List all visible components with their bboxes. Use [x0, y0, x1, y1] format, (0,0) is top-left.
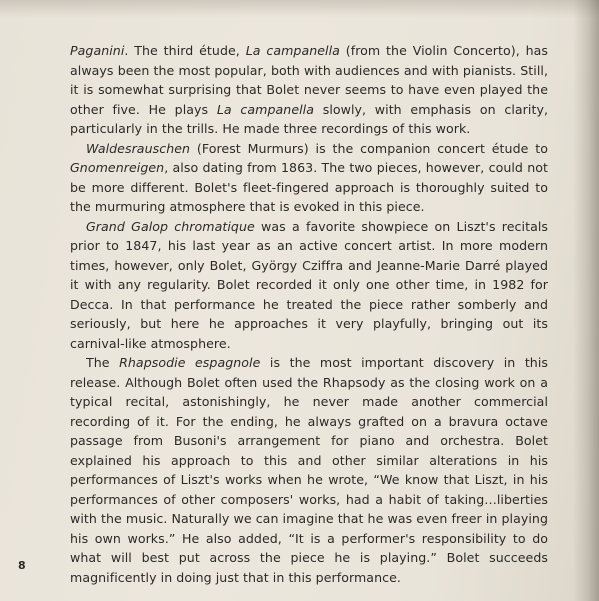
- italic-title: Grand Galop chromatique: [86, 218, 255, 234]
- text-run: is the most important discovery in this release. Although Bolet often used the Rhapsody as the closing work on a typical recital, astonishingly, he never made another commercial recording of it. For the ending, he always grafted on a bravura octave passage from Busoni's arrangement for piano and orchestra. Bolet explained his approach to this and other similar alterations in his performances of Liszt's works when he wrote, “We know that Liszt, in his performances of other composers' works, had a habit of taking…liberties with the music. Naturally we can imagine that he was even freer in playing his own works.” He also added, “It is a performer's responsibility to do what will best put across the piece he is playing.” Bolet succeeds magnificently in doing just that in this performance.: [70, 355, 548, 585]
- body-text: [70, 41, 548, 587]
- italic-title: La campanella: [245, 43, 340, 58]
- paragraph-rhapsodie-espagnole: [70, 353, 548, 587]
- text-run: (from the Violin Concerto), has always been the most popular, both with audiences and with pianists. Still, it is somewhat surprising that Bolet never seems to have even played the other five. He plays: [70, 43, 548, 117]
- italic-title: Paganini: [70, 43, 125, 58]
- text-run: , also dating from 1863. The two pieces, however, could not be more different. Bolet's fleet-fingered approach is thoroughly suited to the murmuring atmosphere that is evoked in this piece.: [70, 160, 548, 214]
- text-run: . The third étude,: [124, 43, 246, 58]
- italic-title: Waldesrauschen: [86, 140, 191, 156]
- text-run: (Forest Murmurs) is the companion concert étude to: [190, 140, 548, 156]
- page-top-shadow: [0, 0, 599, 18]
- paragraph-waldesrauschen: [70, 139, 548, 217]
- italic-title: La campanella: [216, 101, 314, 117]
- paragraph-paganini: [70, 41, 548, 139]
- italic-title: Gnomenreigen: [70, 160, 165, 175]
- text-run: slowly, with emphasis on clarity, particularly in the trills. He made three recordings of this work.: [70, 101, 548, 136]
- text-run: The: [86, 355, 120, 370]
- text-run: was a favorite showpiece on Liszt's recitals prior to 1847, his last year as an active concert artist. In more modern times, however, only Bolet, György Cziffra and Jeanne-Marie Darré played it with any regularity. Bolet recorded it only one other time, in 1982 for Decca. In that performance he treated the piece rather somberly and seriously, but here he approaches it very playfully, bringing out its carnival-like atmosphere.: [70, 218, 548, 351]
- paragraph-grand-galop: [70, 217, 548, 354]
- page-spine-shadow: [573, 0, 599, 601]
- italic-title: Rhapsodie espagnole: [119, 355, 261, 370]
- page-number: 8: [18, 559, 26, 572]
